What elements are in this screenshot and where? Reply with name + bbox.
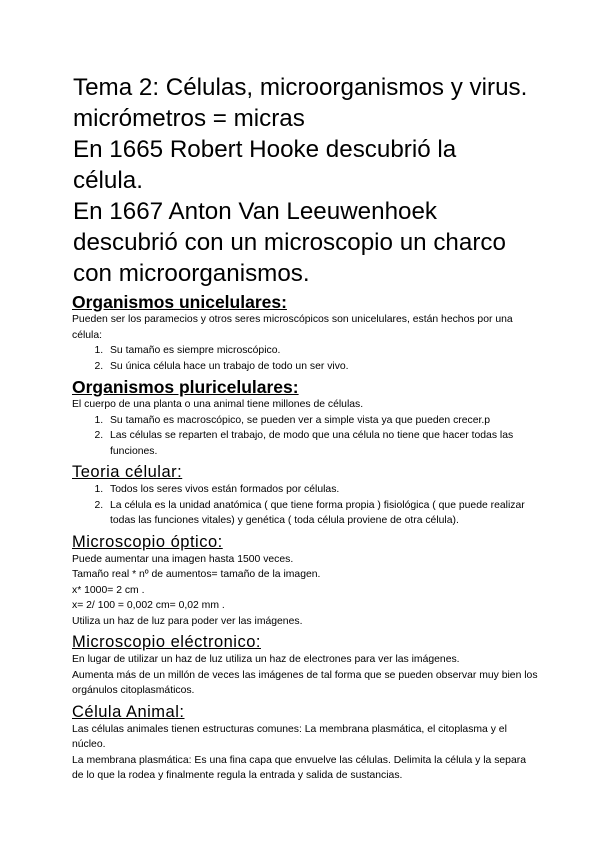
section-heading: Organismos unicelulares:: [72, 292, 287, 312]
section-unicelulares: [72, 292, 540, 374]
section-heading: Teoria célular:: [72, 463, 183, 481]
list-item: 1. Todos los seres vivos están formados por células.: [106, 482, 540, 498]
text-line: Puede aumentar una imagen hasta 1500 veces.: [72, 553, 294, 565]
section-heading: Célula Animal:: [72, 702, 185, 721]
list-item: 1. Su tamaño es macroscópico, se pueden ver a simple vista ya que pueden crecer.p: [106, 413, 540, 429]
numbered-list: [72, 343, 540, 374]
section-heading: Organismos pluricelulares:: [72, 377, 299, 397]
section-celula-animal: [72, 702, 540, 784]
intro-line: con microorganismos.: [73, 260, 310, 287]
section-microscopio-electronico: [72, 632, 540, 699]
numbered-list: [72, 482, 540, 529]
text-line: Utiliza un haz de luz para poder ver las imágenes.: [72, 615, 303, 627]
intro-line: En 1665 Robert Hooke descubrió la: [73, 136, 457, 163]
intro-line: En 1667 Anton Van Leeuwenhoek: [73, 198, 438, 225]
section-teoria-celular: [72, 462, 540, 529]
text-line: En lugar de utilizar un haz de luz utiliza un haz de electrones para ver las imágenes.: [72, 654, 460, 665]
intro-block: [72, 72, 540, 289]
intro-line: célula.: [73, 167, 143, 194]
text-line: x* 1000= 2 cm .: [72, 584, 145, 596]
section-paragraph: El cuerpo de una planta o una animal tiene millones de células.: [72, 399, 364, 410]
list-item: 2. Las células se reparten el trabajo, de modo que una célula no tiene que hacer todas las funciones.: [106, 428, 540, 459]
numbered-list: [72, 413, 540, 460]
section-heading: Microscopio óptico:: [72, 532, 223, 551]
section-paragraph: Pueden ser los paramecios y otros seres microscópicos son unicelulares, están hechos por una célula:: [72, 314, 513, 341]
section-microscopio-optico: [72, 532, 540, 630]
intro-line: micrómetros = micras: [73, 105, 305, 132]
section-heading: Microscopio eléctronico:: [72, 633, 261, 651]
document-title: Tema 2: Células, microorganismos y virus.: [73, 74, 528, 101]
list-item: 1. Su tamaño es siempre microscópico.: [106, 343, 540, 359]
text-line: x= 2/ 100 = 0,002 cm= 0,02 mm .: [72, 600, 225, 611]
text-line: Las células animales tienen estructuras comunes: La membrana plasmática, el citoplasma y el núcleo.: [72, 723, 507, 750]
list-item: 2. La célula es la unidad anatómica ( que tiene forma propia ) fisiológica ( que puede realizar todas las funciones vitales) y genética ( toda célula proviene de otra célula).: [106, 498, 540, 529]
section-pluricelulares: [72, 377, 540, 459]
text-line: La membrana plasmática: Es una fina capa que envuelve las células. Delimita la célula y la separa de lo que la rodea y finalmente regula la entrada y salida de sustancias.: [72, 754, 526, 781]
text-line: Aumenta más de un millón de veces las imágenes de tal forma que se pueden observar muy bien los orgánulos citoplasmáticos.: [72, 669, 538, 696]
text-line: Tamaño real * nº de aumentos= tamaño de la imagen.: [72, 569, 321, 580]
list-item: 2. Su única célula hace un trabajo de todo un ser vivo.: [106, 359, 540, 375]
intro-line: descubrió con un microscopio un charco: [73, 229, 506, 256]
